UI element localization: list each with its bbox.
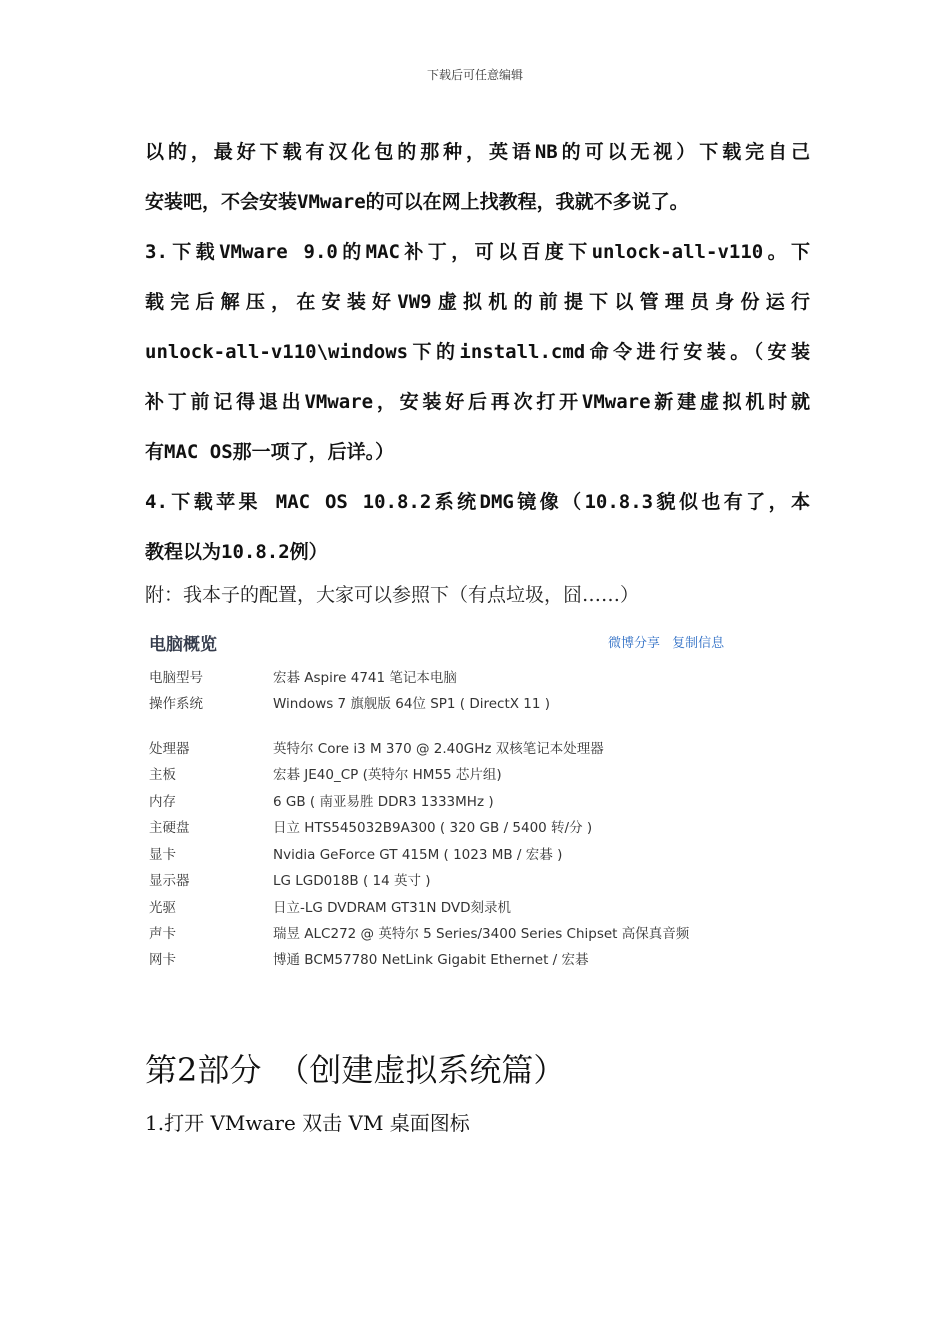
spec-value: LG LGD018B ( 14 英寸 ) xyxy=(273,873,431,889)
overview-actions xyxy=(608,632,732,651)
body-line: 安装吧，不会安装VMware的可以在网上找教程，我就不多说了。 xyxy=(145,191,689,213)
body-line: 有MAC OS那一项了，后详。） xyxy=(145,441,395,463)
weibo-share-link[interactable]: 微博分享 xyxy=(608,636,661,651)
computer-overview-panel xyxy=(145,622,745,977)
spec-value: 瑞昱 ALC272 @ 英特尔 5 Series/3400 Series Chipset 高保真音频 xyxy=(273,926,690,942)
body-line: unlock-all-v110\windows下的install.cmd命令进行安装。（安装 xyxy=(145,341,810,363)
appendix-note: 附：我本子的配置，大家可以参照下（有点垃圾，囧……） xyxy=(145,584,640,606)
body-line: 补丁前记得退出VMware，安装好后再次打开VMware新建虚拟机时就 xyxy=(145,391,810,413)
spec-value: Nvidia GeForce GT 415M ( 1023 MB / 宏碁 ) xyxy=(273,847,563,863)
step-text: 1.打开 VMware 双击 VM 桌面图标 xyxy=(145,1111,470,1135)
spec-label: 显卡 xyxy=(149,847,176,863)
page-header: 下载后可任意编辑 xyxy=(426,68,523,82)
spec-label: 光驱 xyxy=(149,900,176,916)
spec-value: 6 GB ( 南亚易胜 DDR3 1333MHz ) xyxy=(273,794,494,810)
spec-label: 内存 xyxy=(149,794,176,810)
body-line: 以的，最好下载有汉化包的那种，英语NB的可以无视）下载完自己 xyxy=(145,141,810,163)
spec-value: 宏碁 JE40_CP (英特尔 HM55 芯片组) xyxy=(273,767,502,783)
spec-label: 操作系统 xyxy=(149,696,203,712)
overview-title: 电脑概览 xyxy=(149,635,217,655)
body-line: 教程以为10.8.2例） xyxy=(145,541,328,563)
spec-label: 声卡 xyxy=(149,926,176,942)
spec-label: 网卡 xyxy=(149,952,176,968)
spec-label: 处理器 xyxy=(149,741,190,757)
spec-value: 英特尔 Core i3 M 370 @ 2.40GHz 双核笔记本处理器 xyxy=(273,741,604,757)
spec-label: 电脑型号 xyxy=(149,670,203,686)
body-line: 4.下载苹果 MAC OS 10.8.2系统DMG镜像（10.8.3貌似也有了，本 xyxy=(145,491,810,513)
spec-label: 主板 xyxy=(149,767,176,783)
body-line: 3.下载VMware 9.0的MAC补丁，可以百度下unlock-all-v110。下 xyxy=(145,241,810,263)
copy-info-link[interactable]: 复制信息 xyxy=(672,636,725,651)
spec-label: 主硬盘 xyxy=(149,820,190,836)
spec-value: 日立-LG DVDRAM GT31N DVD刻录机 xyxy=(273,900,512,916)
spec-value: 日立 HTS545032B9A300 ( 320 GB / 5400 转/分 ) xyxy=(273,820,593,836)
section-heading: 第2部分 （创建虚拟系统篇） xyxy=(145,1051,566,1089)
body-paragraphs xyxy=(145,127,810,577)
spec-value: Windows 7 旗舰版 64位 SP1 ( DirectX 11 ) xyxy=(273,696,551,712)
body-line: 载完后解压，在安装好VW9虚拟机的前提下以管理员身份运行 xyxy=(145,291,810,313)
spec-label: 显示器 xyxy=(149,873,190,889)
spec-value: 博通 BCM57780 NetLink Gigabit Ethernet / 宏碁 xyxy=(273,952,589,968)
spec-value: 宏碁 Aspire 4741 笔记本电脑 xyxy=(273,670,457,686)
